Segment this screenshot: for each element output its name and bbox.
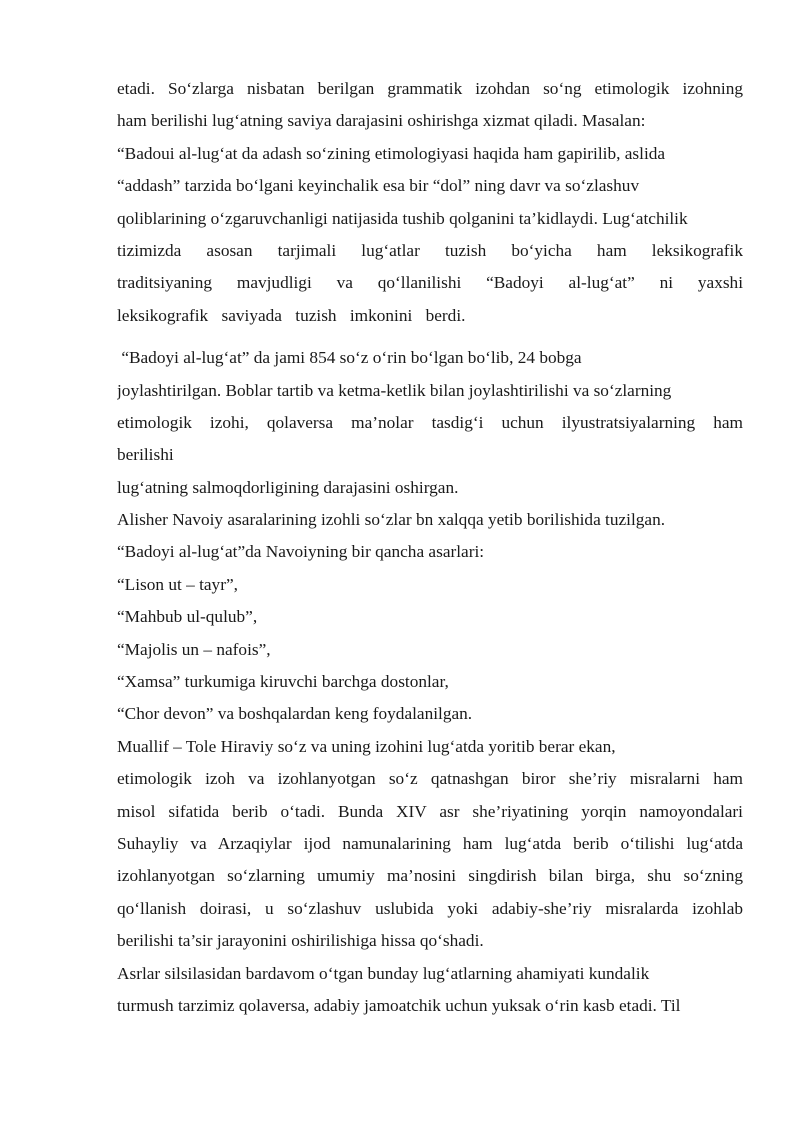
text-line: leksikografik saviyada tuzish imkonini berdi. xyxy=(117,305,466,325)
text-line: “Mahbub ul-qulub”, xyxy=(117,607,258,627)
text-line: “Badoyi al-lug‘at”da Navoiyning bir qancha asarlari: xyxy=(117,542,485,562)
text-line: “Lison ut – tayr”, xyxy=(117,574,238,594)
text-line: joylashtirilgan. Boblar tartib va ketma-ketlik bilan joylashtirilishi va so‘zlarning xyxy=(117,380,672,400)
text-line: Asrlar silsilasidan bardavom o‘tgan bunday lug‘atlarning ahamiyati kundalik xyxy=(117,963,650,983)
text-line: “Chor devon” va boshqalardan keng foydalanilgan. xyxy=(117,704,473,724)
text-line: izohlanyotgan so‘zlarning umumiy ma’nosini singdirish bilan birga, shu so‘zning xyxy=(117,866,743,886)
text-line: misol sifatida berib o‘tadi. Bunda XIV asr she’riyatining yorqin namoyondalari xyxy=(117,801,743,821)
text-line: Suhayliy va Arzaqiylar ijod namunalarining ham lug‘atda berib o‘tilishi lug‘atda xyxy=(117,833,743,853)
text-line: ham berilishi lug‘atning saviya darajasini oshirishga xizmat qiladi. Masalan: xyxy=(117,111,646,131)
paragraph-1 xyxy=(117,73,743,332)
document-page xyxy=(117,73,743,1022)
text-line: tizimizda asosan tarjimali lug‘atlar tuzish bo‘yicha ham leksikografik xyxy=(117,240,743,260)
text-line: etimologik izohi, qolaversa ma’nolar tasdig‘i uchun ilyustratsiyalarning ham xyxy=(117,412,743,432)
text-line: berilishi xyxy=(117,445,174,465)
text-line: Muallif – Tole Hiraviy so‘z va uning izohini lug‘atda yoritib berar ekan, xyxy=(117,736,616,756)
text-line: “Badoui al-lug‘at da adash so‘zining etimologiyasi haqida ham gapirilib, aslida xyxy=(117,143,666,163)
text-line: qoliblarining o‘zgaruvchanligi natijasida tushib qolganini ta’kidlaydi. Lug‘atchilik xyxy=(117,208,688,228)
text-line: lug‘atning salmoqdorligining darajasini oshirgan. xyxy=(117,477,459,497)
text-line: “addash” tarzida bo‘lgani keyinchalik esa bir “dol” ning davr va so‘zlashuv xyxy=(117,176,640,196)
text-line: etimologik izoh va izohlanyotgan so‘z qatnashgan biror she’riy misralarni ham xyxy=(117,769,743,789)
text-line: “Xamsa” turkumiga kiruvchi barchga dostonlar, xyxy=(117,672,449,692)
text-line: “Majolis un – nafois”, xyxy=(117,639,271,659)
paragraph-gap xyxy=(117,332,743,342)
text-line: qo‘llanish doirasi, u so‘zlashuv uslubida yoki adabiy-she’riy misralarda izohlab xyxy=(117,898,743,918)
text-line: traditsiyaning mavjudligi va qo‘llanilishi “Badoyi al-lug‘at” ni yaxshi xyxy=(117,273,743,293)
text-line: turmush tarzimiz qolaversa, adabiy jamoatchik uchun yuksak o‘rin kasb etadi. Til xyxy=(117,995,681,1015)
text-line: berilishi ta’sir jarayonini oshirilishiga hissa qo‘shadi. xyxy=(117,931,484,951)
text-line: etadi. So‘zlarga nisbatan berilgan grammatik izohdan so‘ng etimologik izohning xyxy=(117,79,743,98)
text-line: Alisher Navoiy asaralarining izohli so‘zlar bn xalqqa yetib borilishida tuzilgan. xyxy=(117,510,666,530)
paragraph-2 xyxy=(117,342,743,1022)
text-line: “Badoyi al-lug‘at” da jami 854 so‘z o‘rin bo‘lgan bo‘lib, 24 bobga xyxy=(117,348,582,368)
